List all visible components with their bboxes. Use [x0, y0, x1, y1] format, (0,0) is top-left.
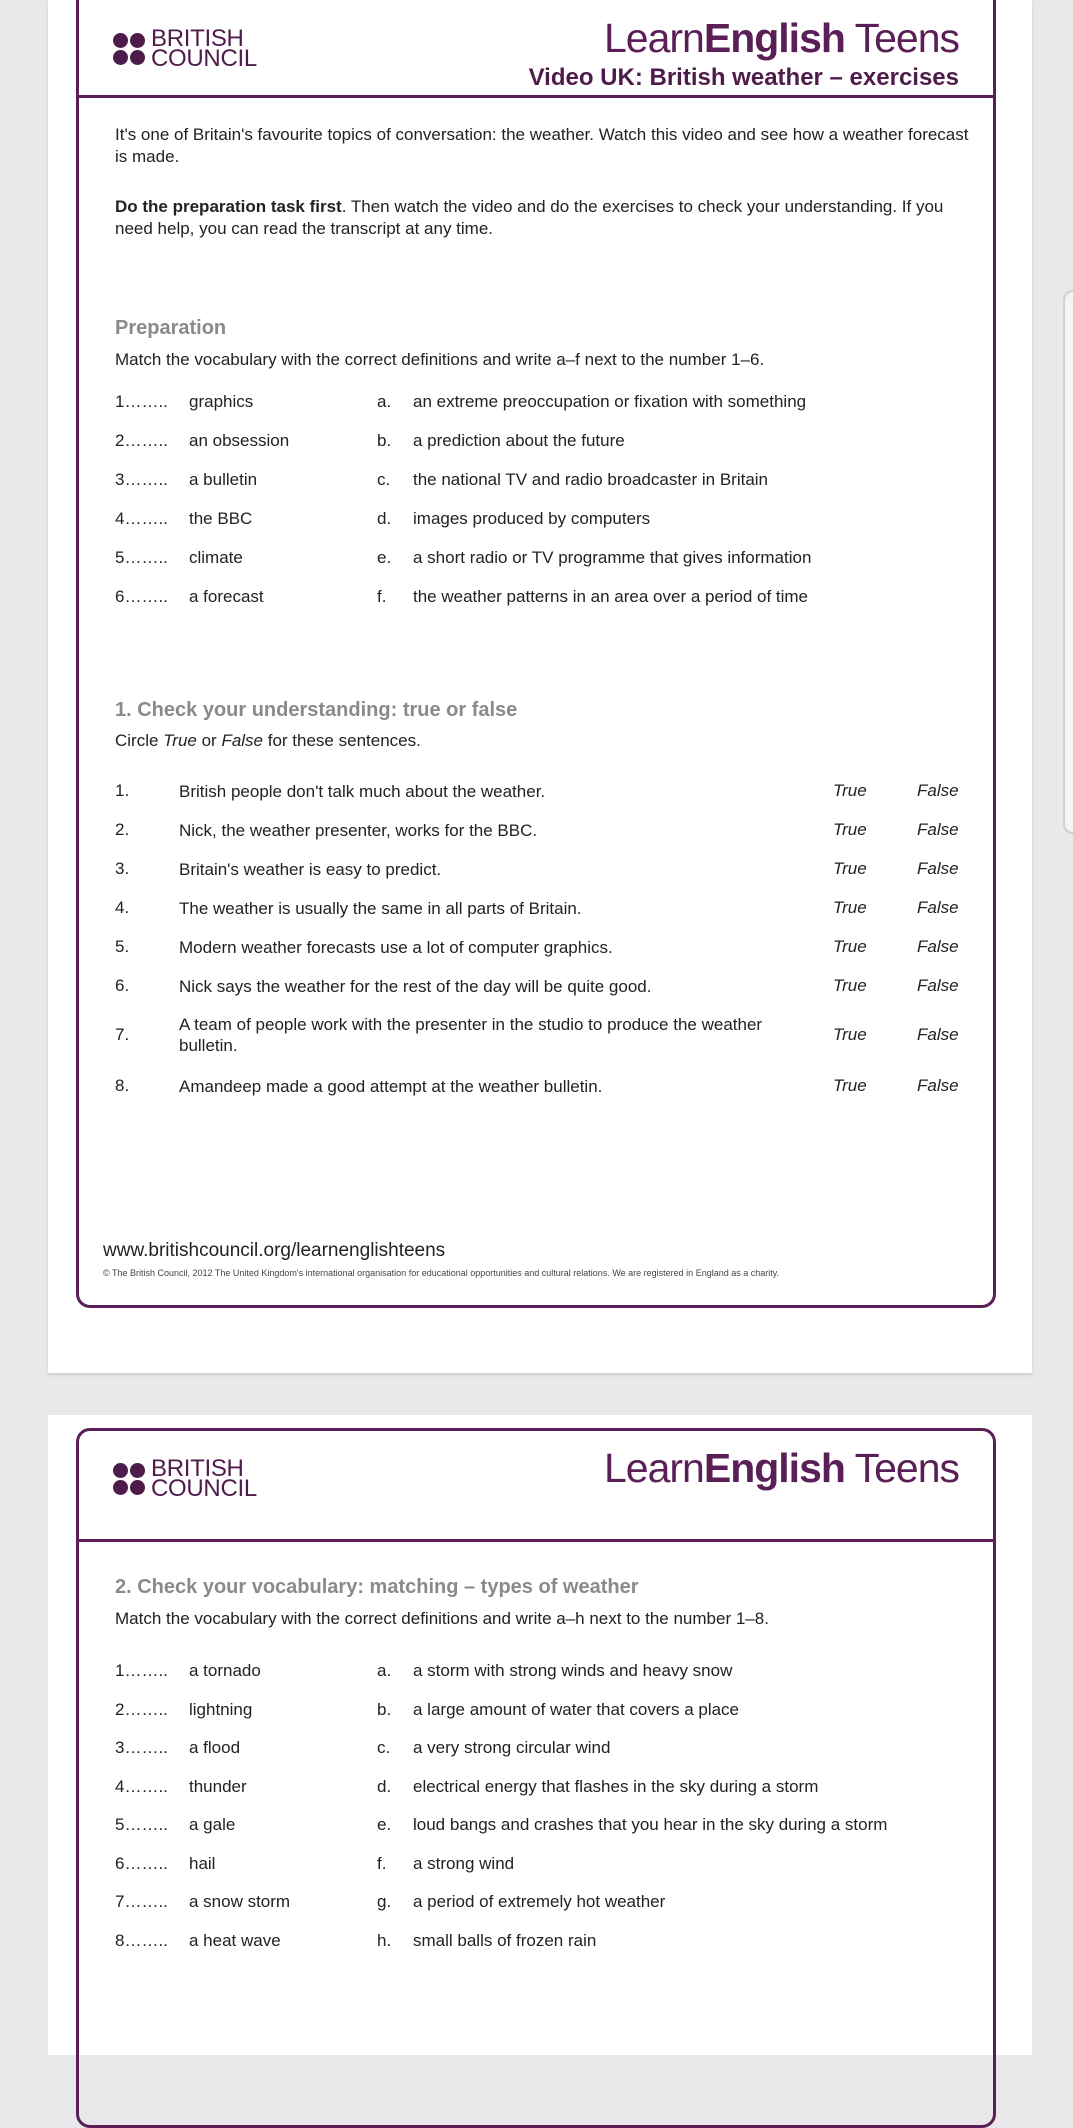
side-scroll-handle[interactable]	[1063, 290, 1073, 834]
british-council-logo	[113, 1455, 257, 1502]
vocab-word: a bulletin	[189, 470, 258, 489]
instr-part: or	[196, 731, 222, 750]
definition-letter: g.	[377, 1892, 392, 1911]
ex2-row	[115, 1700, 975, 1724]
page-frame	[76, 0, 996, 1308]
false-option[interactable]: False	[917, 898, 959, 917]
statement-text: Nick, the weather presenter, works for the BBC.	[179, 821, 538, 840]
definition-text: an extreme preoccupation or fixation with something	[413, 392, 807, 411]
definition-letter: e.	[377, 1815, 392, 1834]
exercise1-instruction	[115, 731, 421, 751]
prep-row	[115, 392, 975, 416]
brand-learn: Learn	[603, 15, 704, 61]
brand-english: English	[703, 1445, 845, 1491]
brand-teens: Teens	[844, 1445, 959, 1491]
vocab-word: the BBC	[189, 509, 253, 528]
item-number: 3.	[115, 859, 130, 878]
ex2-row	[115, 1777, 975, 1801]
preparation-title: Preparation	[115, 317, 227, 339]
logo-line1: BRITISH	[151, 25, 244, 52]
document-title: Video UK: British weather – exercises	[528, 64, 959, 91]
definition-text: a storm with strong winds and heavy snow	[413, 1661, 733, 1680]
item-number: 5……..	[115, 548, 168, 567]
item-number: 5.	[115, 937, 130, 956]
ex2-row	[115, 1815, 975, 1839]
definition-letter: e.	[377, 548, 392, 567]
vocab-word: hail	[189, 1853, 216, 1873]
definition-letter: a.	[377, 1661, 392, 1680]
true-option[interactable]: True	[833, 859, 867, 878]
vocab-word: a flood	[189, 1738, 241, 1757]
instructions-bold: Do the preparation task first	[115, 197, 342, 216]
true-option[interactable]: True	[833, 820, 867, 839]
definition-text: images produced by computers	[413, 509, 651, 528]
statement-text: British people don't talk much about the weather.	[179, 782, 546, 801]
definition-text: a short radio or TV programme that gives information	[413, 548, 812, 567]
definition-letter: f.	[377, 587, 387, 606]
vocab-word: climate	[189, 548, 243, 567]
definition-text: loud bangs and crashes that you hear in the sky during a storm	[413, 1815, 888, 1834]
false-option[interactable]: False	[917, 1025, 959, 1044]
definition-text: a prediction about the future	[413, 431, 625, 450]
worksheet-page-1	[48, 0, 1032, 1373]
british-council-logo	[113, 25, 257, 72]
definition-letter: c.	[377, 470, 391, 489]
ex2-row	[115, 1854, 975, 1878]
prep-row	[115, 470, 975, 494]
true-option[interactable]: True	[833, 1076, 867, 1095]
instr-true: True	[163, 731, 197, 750]
instructions-paragraph	[115, 196, 975, 240]
statement-text: A team of people work with the presenter in the studio to produce the weather bulletin.	[179, 1015, 763, 1055]
ex2-row	[115, 1738, 975, 1762]
ex2-row	[115, 1892, 975, 1916]
statement-text: Amandeep made a good attempt at the weather bulletin.	[179, 1077, 603, 1096]
footer-copyright: © The British Council, 2012 The United Kingdom's international organisation for educational opportunities and cultural relations. We are registered in England as a charity.	[103, 1268, 780, 1278]
false-option[interactable]: False	[917, 937, 959, 956]
definition-letter: f.	[377, 1853, 387, 1873]
true-option[interactable]: True	[833, 781, 867, 800]
true-option[interactable]: True	[833, 937, 867, 956]
definition-text: the weather patterns in an area over a period of time	[413, 587, 809, 606]
header-divider	[79, 95, 993, 98]
definition-text: a strong wind	[413, 1853, 515, 1873]
prep-row	[115, 548, 975, 572]
vocab-word: a heat wave	[189, 1930, 281, 1950]
item-number: 8……..	[115, 1930, 168, 1950]
definition-letter: d.	[377, 1776, 392, 1796]
learnenglish-teens-brand	[604, 15, 959, 62]
footer-url[interactable]: www.britishcouncil.org/learnenglishteens	[103, 1240, 446, 1261]
definition-letter: a.	[377, 392, 392, 411]
worksheet-page-2	[48, 1415, 1032, 2055]
item-number: 2……..	[115, 1699, 168, 1719]
vocab-word: a gale	[189, 1815, 236, 1834]
instructions-rest: . Then watch the video and do the exercises to check your understanding. If you need help, you can read the transcript at any time.	[115, 197, 944, 238]
vocab-word: a snow storm	[189, 1892, 291, 1911]
item-number: 6.	[115, 976, 130, 995]
vocab-word: lightning	[189, 1699, 253, 1719]
false-option[interactable]: False	[917, 859, 959, 878]
item-number: 1……..	[115, 1661, 168, 1680]
false-option[interactable]: False	[917, 781, 959, 800]
statement-text: Britain's weather is easy to predict.	[179, 860, 442, 879]
definition-text: small balls of frozen rain	[413, 1930, 597, 1950]
item-number: 4.	[115, 898, 130, 917]
item-number: 4……..	[115, 1776, 168, 1796]
false-option[interactable]: False	[917, 820, 959, 839]
prep-row	[115, 509, 975, 533]
exercise1-title: 1. Check your understanding: true or false	[115, 699, 518, 721]
page-frame	[76, 1428, 996, 2128]
item-number: 4……..	[115, 509, 168, 528]
item-number: 3……..	[115, 1738, 168, 1757]
header-divider	[79, 1539, 993, 1542]
item-number: 6……..	[115, 1853, 168, 1873]
logo-line2: COUNCIL	[151, 45, 257, 72]
vocab-word: a tornado	[189, 1661, 261, 1680]
item-number: 1……..	[115, 392, 168, 411]
definition-letter: c.	[377, 1738, 391, 1757]
logo-dots-icon	[113, 33, 145, 65]
preparation-instruction: Match the vocabulary with the correct definitions and write a–f next to the number 1–6.	[115, 350, 765, 369]
item-number: 7……..	[115, 1892, 168, 1911]
definition-letter: b.	[377, 431, 392, 450]
ex2-row	[115, 1931, 975, 1955]
item-number: 1.	[115, 781, 130, 800]
instr-part: for these sentences.	[263, 731, 421, 750]
definition-letter: d.	[377, 509, 392, 528]
prep-row	[115, 431, 975, 455]
vocab-word: graphics	[189, 392, 254, 411]
prep-row	[115, 587, 975, 611]
item-number: 8.	[115, 1076, 130, 1095]
brand-english: English	[703, 15, 845, 61]
item-number: 6……..	[115, 587, 168, 606]
true-option[interactable]: True	[833, 898, 867, 917]
statement-text: The weather is usually the same in all parts of Britain.	[179, 899, 582, 918]
true-option[interactable]: True	[833, 1025, 867, 1044]
definition-text: a period of extremely hot weather	[413, 1892, 666, 1911]
definition-text: electrical energy that flashes in the sky during a storm	[413, 1776, 819, 1796]
false-option[interactable]: False	[917, 1076, 959, 1095]
definition-text: the national TV and radio broadcaster in Britain	[413, 470, 769, 489]
item-number: 5……..	[115, 1815, 168, 1834]
item-number: 2……..	[115, 431, 168, 450]
item-number: 2.	[115, 820, 130, 839]
definition-letter: h.	[377, 1930, 392, 1950]
definition-text: a large amount of water that covers a place	[413, 1699, 740, 1719]
exercise2-title: 2. Check your vocabulary: matching – types of weather	[115, 1576, 639, 1598]
instr-part: Circle	[115, 731, 164, 750]
instr-false: False	[221, 731, 264, 750]
item-number: 3……..	[115, 470, 168, 489]
ex2-row	[115, 1661, 975, 1685]
learnenglish-teens-brand	[604, 1445, 959, 1492]
brand-teens: Teens	[844, 15, 959, 61]
definition-text: a very strong circular wind	[413, 1738, 611, 1757]
statement-text: Nick says the weather for the rest of the day will be quite good.	[179, 977, 652, 996]
intro-paragraph: It's one of Britain's favourite topics of conversation: the weather. Watch this video and see how a weather forecast is made.	[115, 125, 969, 166]
brand-learn: Learn	[603, 1445, 704, 1491]
statement-text: Modern weather forecasts use a lot of computer graphics.	[179, 938, 613, 957]
logo-dots-icon	[113, 1463, 145, 1495]
logo-line2: COUNCIL	[151, 1475, 257, 1502]
true-option[interactable]: True	[833, 976, 867, 995]
vocab-word: an obsession	[189, 431, 290, 450]
definition-letter: b.	[377, 1699, 392, 1719]
logo-line1: BRITISH	[151, 1455, 244, 1482]
vocab-word: a forecast	[189, 587, 264, 606]
exercise2-instruction: Match the vocabulary with the correct definitions and write a–h next to the number 1–8.	[115, 1609, 769, 1628]
item-number: 7.	[115, 1025, 130, 1044]
vocab-word: thunder	[189, 1776, 247, 1796]
false-option[interactable]: False	[917, 976, 959, 995]
